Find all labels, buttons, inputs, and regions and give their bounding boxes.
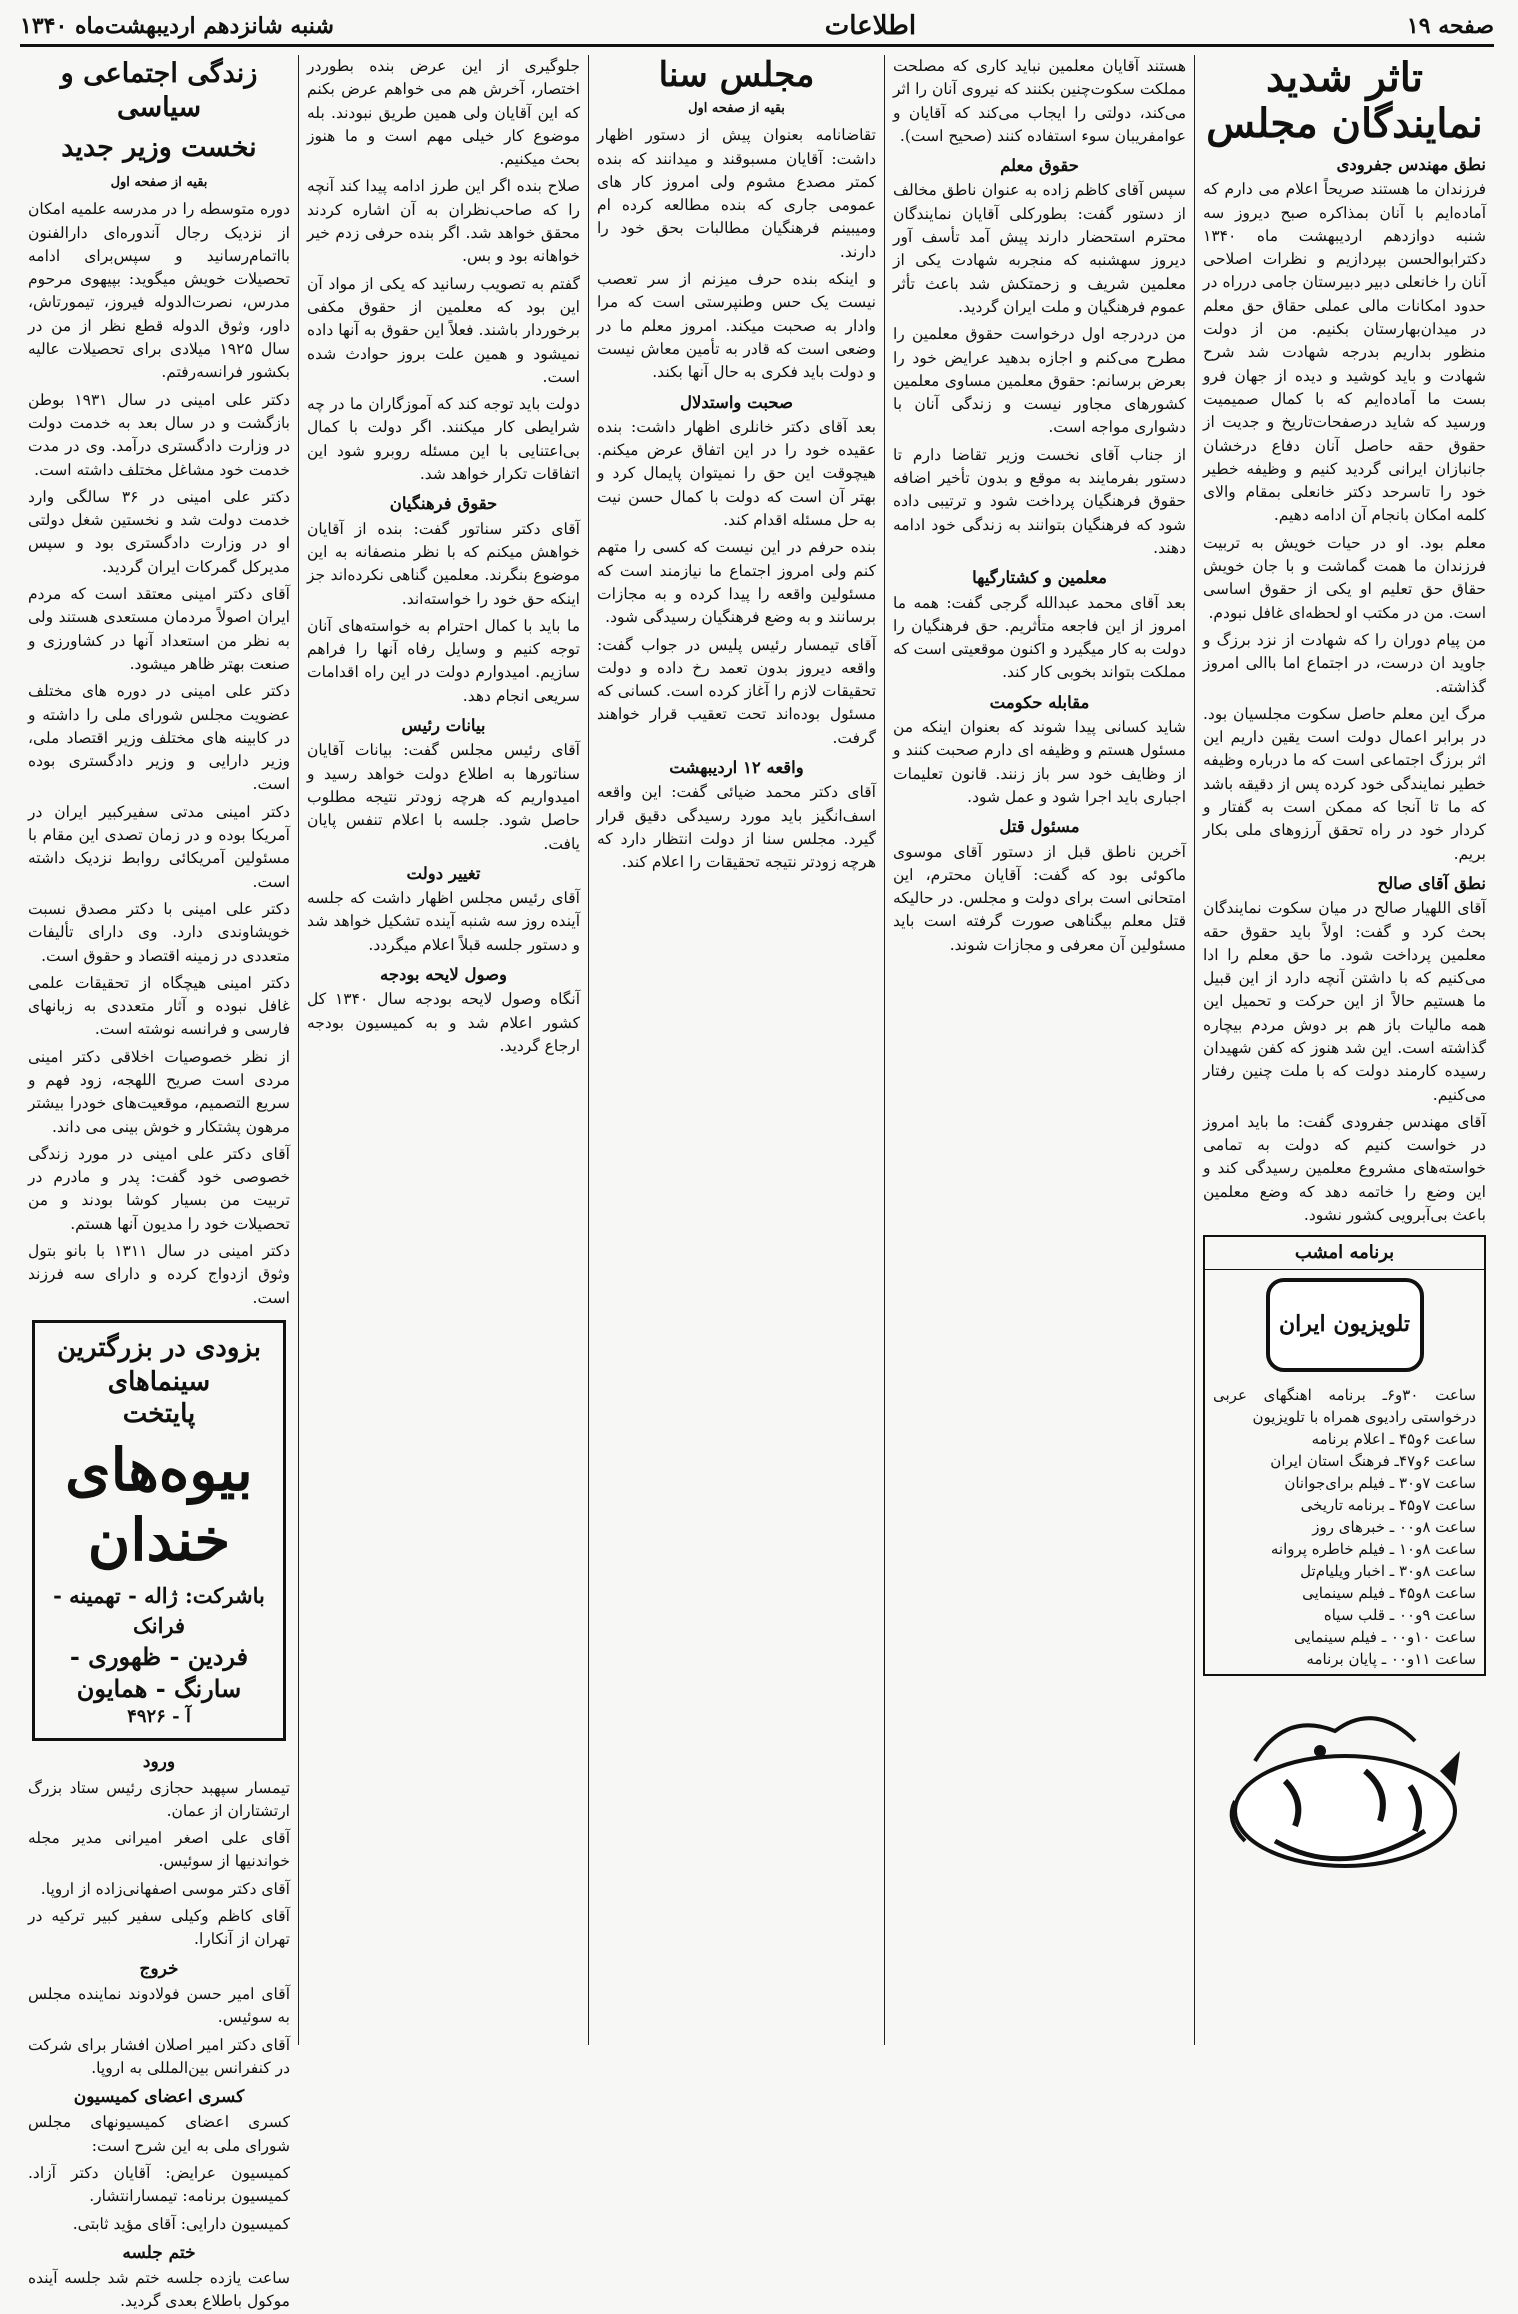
paragraph: آقای دکتر سناتور گفت: بنده از آقایان خواهش میکنم که با نظر منصفانه به این موضوع بنگرند. معلمین گناهی نکرده‌اند جز اینکه حق خود را خواسته‌اند. [307, 519, 580, 608]
cartoon-drawing-icon [1215, 1691, 1475, 1891]
paragraph: من پیام دوران را که شهادت از نزد برزگ و جاوید ان درست، در اجتماع اما باالی امروز گذاشته. [1203, 630, 1486, 696]
tv-item: ساعت ۹و۰۰ ـ قلب سیاه [1323, 1605, 1476, 1624]
ad-cast-line: فردین - ظهوری - سارنگ - همایون [69, 1641, 249, 1703]
masthead [20, 8, 1494, 47]
subhead-end-session: ختم جلسه [122, 2242, 196, 2263]
subhead-masoul-ghatl: مسئول قتل [999, 817, 1080, 837]
continued-note: بقیه از صفحه اول [688, 101, 785, 116]
paragraph: سپس آقای کاظم زاده به عنوان ناطق مخالف از دستور گفت: بطورکلی آقایان نمایندگان محترم استحضار دارند پیش آمد تأسف آور دیروز سهشنبه که منجربه شهادت یکی از معلمین شریف و زحمتکش شد باعث تأثر عموم فرهنگیان و ملت ایران گردید. [893, 181, 1186, 316]
news-brief: کمیسیون عرایض: آقایان دکتر آزاد. کمیسیون برنامه: تیمسارانتشار. [28, 2164, 290, 2206]
news-brief: آقای دکتر موسی اصفهانی‌زاده از اروپا. [40, 1879, 290, 1898]
tv-item: ساعت ۷و۴۵ ـ برنامه تاریخی [1300, 1495, 1476, 1514]
column-biography [20, 55, 298, 2311]
subhead-saleh: نطق آقای صالح [1377, 873, 1486, 893]
paragraph: آقای اللهیار صالح در میان سکوت نمایندگان بحث کرد و گفت: اولاً باید حقوق حقه معلمین پرداخت شود. ما حق معلم را ادا می‌کنیم که با داشتن آنچه دارد از این قبیل ما هستیم حالاً از این حرکت و تحمیل این همه مالیات باز هم بر دوش مردم بیچاره گذاشته است. این شد هنوز که کفن شهیدان رسیده کارمند دولت که با ملت چنین رفتار می‌کنیم. [1203, 899, 1486, 1104]
tv-program-title: برنامه امشب [1205, 1237, 1484, 1269]
issue-date: شنبه شانزدهم اردیبهشت‌ماه ۱۳۴۰ [20, 13, 334, 39]
paragraph: من دردرجه اول درخواست حقوق معلمین را مطرح می‌کنم و اجازه بدهید عرایض خود را بعرض برسانم: حقوق معلمین مساوی معلمین کشورهای مجاور نیست و زندگی آنان با دشواری مواجه است. [893, 325, 1186, 437]
tv-item: ساعت ۶و۴۵ ـ اعلام برنامه [1311, 1429, 1476, 1448]
subhead-sohbat: صحبت واستدلال [679, 392, 793, 412]
subhead-vaghe: واقعه ۱۲ اردیبهشت [669, 758, 804, 778]
headline-zendegi: زندگی اجتماعی و سیاسی [60, 58, 258, 123]
news-brief: ساعت یازده جلسه ختم شد جلسه آینده موکول باطلاع بعدی گردید. [28, 2269, 290, 2311]
headline-senate: مجلس سنا [658, 55, 815, 95]
column-majlis-continued [884, 55, 1194, 2045]
paragraph: آقای تیمسار رئیس پلیس در جواب گفت: واقعه دیروز بدون تعمد رخ داده و دولت تحقیقات لازم را آغاز کرده است. کسانی که مسئول بوده‌اند تحت تعقیب قرار خواهند گرفت. [597, 635, 876, 747]
paragraph: فرزندان ما هستند صریحاً اعلام می دارم که آماده‌ایم با آنان بمذاکره صبح دیروز سه شنبه دوازدهم اردیبهشت ماه ۱۳۴۰ دکترابوالحسن بپردازیم و نظرات اصلاحی آنان را خانعلی دبیر دبیرستان جامی درراه در حدود امکانات مالی عملی حقاق حق معلم در میدان‌بهارستان بکنیم. من از دولت منظور بداریم بدرجه شهادت شد شرح شهادت و باید کوشید و دیده از جهان فرو بست ما آماده‌ایم که با کمال صمیمیت ورسید که شاید درصفحات‌تاریخ و جدیت از حقوق حقه حاصل آنان دفاع درخشان جانبازان ایرانی گردید کنیم و وظیفه خطیر خود را تاسرحد دکتر خانعلی بمقام والای کلمه امکان بانجام آن ادامه دهیم. [1203, 180, 1486, 525]
subhead-farhangian: حقوق فرهنگیان [389, 494, 498, 514]
paragraph: آقای دکتر محمد ضیائی گفت: این واقعه اسف‌انگیز باید مورد رسیدگی دقیق قرار گیرد. مجلس سنا از دولت انتظار دارد که هرچه زودتر نتیجه تحقیقات را اعلام کند. [597, 783, 876, 872]
paragraph: دکتر امینی هیچگاه از تحقیقات علمی غافل نبوده و آثار متعددی به زبانهای فارسی و فرانسه نوشته است. [28, 973, 290, 1039]
paragraph: و اینکه بنده حرف میزنم از سر تعصب نیست یک حس وطنپرستی است که مرا وادار به صحبت میکند. امروز معلم ما در وضعی است که قادر به تأمین معاش نیست و دولت باید فکری به حال آنها بکند. [597, 270, 876, 382]
paragraph: آقای رئیس مجلس اظهار داشت که جلسه آینده روز سه شنبه آینده تشکیل خواهد شد و دستور جلسه قبلاً اعلام میگردد. [307, 889, 580, 954]
paragraph: از نظر خصوصیات اخلاقی دکتر امینی مردی است صریح اللهجه، زود فهم و سریع التصمیم، موقعیت‌های خودرا بیشتر مرهون پشتکار و خوش بینی می داند. [28, 1047, 290, 1136]
paragraph: تقاضانامه بعنوان پیش از دستور اظهار داشت: آقایان مسبوقند و میدانند که بنده کمتر مصدع مشوم ولی امروز کار های عمومی جاری که بنده مطالعه کرده ام ومیبینم فرهنگیان مطالبات بحق خود را دارند. [597, 126, 876, 261]
tv-item: ساعت ۱۱و۰۰ ـ پایان برنامه [1306, 1649, 1476, 1668]
subhead-moghabele: مقابله حکومت [989, 692, 1090, 712]
news-brief: آقای امیر حسن فولادوند نماینده مجلس به سوئیس. [28, 1984, 290, 2027]
ad-film-title: بیوه‌های خندان [65, 1435, 253, 1574]
paragraph: دکتر علی امینی با دکتر مصدق نسبت خویشاوندی دارد. وی دارای تألیفات متعددی در زمینه اقتصاد و حقوق است. [28, 899, 290, 965]
subhead-committee: کسری اعضای کمیسیون [73, 2087, 245, 2108]
column-senate [588, 55, 884, 2045]
news-brief: تیمسار سپهبد حجازی رئیس ستاد بزرگ ارتشتاران از عمان. [28, 1778, 290, 1820]
subhead-budget: وصول لایحه بودجه [380, 964, 507, 984]
paragraph: مرگ این معلم حاصل سکوت مجلسیان بود. در برابر اعمال دولت است یقین داریم این اثر برزگ اجتماعی است که ما درباره وظیفه خطیر نمایندگی خود کرده پس از دقیقه باشد که ما تا آنجا که ممکن است به گفتار و کردار خود در راه تحقق آرزوهای ملی بکار بریم. [1203, 704, 1486, 863]
continued-note: بقیه از صفحه اول [110, 175, 208, 190]
subhead-arrivals: ورود [142, 1752, 176, 1773]
paragraph: دکتر علی امینی در دوره های مختلف عضویت مجلس شورای ملی را داشته و در کابینه های مختلف وزیر اقتصاد ملی، وزیر دارایی و وزیر دادگستری بوده است. [28, 682, 290, 794]
paragraph: آقای دکتر علی امینی در مورد زندگی خصوصی خود گفت: پدر و مادرم در تربیت من بسیار کوشا بودند و من تحصیلات خود را مدیون آنها هستم. [28, 1144, 290, 1233]
tv-logo [1205, 1270, 1484, 1380]
subhead-bayanat-rais: بیانات رئیس [401, 716, 486, 736]
paragraph: بعد آقای محمد عبدالله گرجی گفت: همه ما امروز از این فاجعه متأثریم. حق فرهنگیان را دولت به کار میگیرد و اکنون موقعیتی است که مملکت بتواند بخوبی کار کند. [893, 593, 1186, 682]
ad-line: بزودی در بزرگترین سینماهای [56, 1332, 262, 1397]
paragraph: بنده حرفم در این نیست که کسی را متهم کنم ولی امروز اجتماع ما نیازمند است که مسئولین واقعه را پیدا کرده و به مجازات برسانند و به وضع فرهنگیان رسیدگی شود. [597, 538, 876, 627]
paragraph: جلوگیری از این عرض بنده بطوردر اختصار، آخرش هم می خواهم عرض بکنم که این آقایان ولی همین طریق نبودند. بله موضوع کار خیلی مهم است و ما هنوز بحث میکنیم. [307, 57, 580, 169]
headline-prime-minister: نخست وزیر جدید [61, 132, 257, 163]
page-number: صفحه ۱۹ [1406, 13, 1494, 39]
paragraph: دکتر امینی در سال ۱۳۱۱ با بانو بتول وثوق ازدواج کرده و دارای سه فرزند است. [28, 1242, 290, 1307]
news-brief: کمیسیون دارایی: آقای مؤید ثابتی. [72, 2214, 290, 2233]
subhead-hoqouq-moallem: حقوق معلم [1000, 156, 1079, 176]
news-brief: آقای کاظم وکیلی سفیر کبیر ترکیه در تهران از آنکارا. [28, 1907, 290, 1949]
tv-item: ساعت ۷و۳۰ ـ فیلم برای‌جوانان [1284, 1473, 1476, 1492]
ad-code: آ - ۴۹۲۶ [127, 1705, 191, 1727]
tv-logo-text: تلویزیون ایران [1279, 1311, 1410, 1337]
ad-cast-line: باشرکت: ژاله - تهمینه - فرانک [53, 1582, 265, 1638]
column-senate-continued [298, 55, 588, 2045]
paragraph: بعد آقای دکتر خانلری اظهار داشت: بنده عقیده خود را در این اتفاق عرض میکنم. هیچوقت این حق را نمیتوان پایمال کرد و بهتر آن است که دولت با کمال حسن نیت به حل مسئله اقدام کند. [597, 417, 876, 530]
tv-item: ساعت ۸و۳۰ ـ اخبار ویلیام‌تل [1300, 1561, 1476, 1580]
columns [20, 54, 1494, 2311]
paragraph: آقای رئیس مجلس گفت: بیانات آقایان سناتورها به اطلاع دولت خواهد رسید و امیدواریم که هرچه زودتر نتیجه مطلوب حاصل شود. جلسه با اعلام تنفس پایان یافت. [307, 741, 580, 853]
paragraph: از جناب آقای نخست وزیر تقاضا دارم تا دستور بفرمایند به موقع و بدون تأخیر اضافه حقوق فرهنگیان پرداخت شود و ترتیبی داده شود که فرهنگیان بتوانند به زندگی خود ادامه دهند. [893, 445, 1186, 557]
tv-item: ساعت ۸و۱۰ ـ فیلم خاطره پروانه [1270, 1539, 1476, 1558]
subhead-moallemin: معلمین و کشتارگیها [972, 568, 1107, 588]
news-brief: کسری اعضای کمیسیونهای مجلس شورای ملی به این شرح است: [28, 2113, 290, 2155]
paragraph: شاید کسانی پیدا شوند که بعنوان اینکه من مسئول هستم و وظیفه ای دارم صحبت کنند و از وظایف خود سر باز زنند. قانون تعلیمات اجباری باید اجرا شود و عمل شود. [893, 718, 1186, 806]
paragraph: آقای مهندس جفرودی گفت: ما باید امروز در خواست کنیم که دولت به تمامی خواسته‌های مشروع معلمین رسیدگی کند و این وضع را خاتمه دهد که وضع معلمین باعث بی‌آبرویی کشور نشود. [1203, 1112, 1486, 1225]
cinema-advertisement [32, 1320, 286, 1741]
column-majlis [1194, 55, 1494, 2045]
tv-screen-icon [1266, 1278, 1424, 1372]
paragraph: دکتر علی امینی در سال ۱۹۳۱ بوطن بازگشت و در سال بعد به خدمت دولت در وزارت دادگستری درآمد. وی در مدت خدمت خود مشاغل مختلف داشته است. [28, 390, 291, 479]
paragraph: دکتر علی امینی در ۳۶ سالگی وارد خدمت دولت شد و نخستین شغل دولتی او در وزارت دادگستری بود و سپس مدیرکل گمرکات ایران گردید. [28, 487, 290, 576]
paragraph: دوره متوسطه را در مدرسه علمیه امکان از نزدیک رجال آندوره‌ای دارالفنون بااتمام‌رسانید و سپس‌برای ادامه تحصیلات خویش میگوید: بپیهوی مرحوم مدرس، نصرت‌الدوله فیروز، تیمورتاش، داور، وثوق الدوله قطع نظر از من در سال ۱۹۲۵ میلادی برای تحصیلات عالیه بکشور فرانسه‌رفتم. [28, 200, 290, 382]
paragraph: آقای دکتر امینی معتقد است که مردم ایران اصولاً مردمان مستعدی هستند ولی به نظر من استعداد آنها در کشاورزی و صنعت بهتر ظاهر میشود. [28, 585, 290, 673]
paragraph: آنگاه وصول لایحه بودجه سال ۱۳۴۰ کل کشور اعلام شد و به کمیسیون بودجه ارجاع گردید. [307, 990, 580, 1055]
paragraph: دکتر امینی مدتی سفیرکبیر ایران در آمریکا بوده و در زمان تصدی این مقام با مسئولین آمریکائی روابط نزدیک داشته است. [28, 802, 290, 891]
newspaper-name: اطلاعات [824, 11, 917, 41]
tv-item: ساعت ۸و۰۰ ـ خبرهای روز [1312, 1517, 1476, 1536]
subhead-departures: خروج [139, 1958, 179, 1979]
headline-majlis: تاثر شدید نمایندگان مجلس [1206, 54, 1483, 147]
paragraph: صلاح بنده اگر این طرز ادامه پیدا کند آنچه را که صاحب‌نظران به آن اشاره کردند محقق خواهد شد. اگر بنده حرفی زدم خیر خواهانه بود و بس. [307, 177, 580, 266]
news-brief: آقای علی اصغر امیرانی مدیر مجله خواندنیها از سوئیس. [28, 1829, 290, 1871]
tv-item: ساعت ۱۰و۰۰ ـ فیلم سینمایی [1294, 1627, 1476, 1646]
tv-program-box [1203, 1235, 1486, 1675]
tv-schedule [1205, 1380, 1484, 1674]
ad-line: پایتخت [122, 1398, 196, 1429]
news-brief: آقای دکتر امیر اصلان افشار برای شرکت در کنفرانس بین‌المللی به اروپا. [28, 2035, 290, 2077]
tv-item: ساعت ۳۰و۶ـ برنامه اهنگهای عربی درخواستی رادیوی همراه با تلویزیون [1213, 1385, 1476, 1426]
paragraph: معلم بود. او در حیات خویش به تربیت فرزندان ما همت گماشت و با جان خویش حقاق حق تعلیم او یکی از حقوق اساسی است. من در مکتب او لحظه‌ای غافل نبودم. [1203, 533, 1486, 622]
tv-item: ساعت ۸و۴۵ ـ فیلم سینمایی [1302, 1583, 1476, 1602]
subhead-jafroudi: نطق مهندس جفرودی [1336, 155, 1486, 174]
paragraph: آخرین ناطق قبل از دستور آقای موسوی ماکوئی بود که گفت: آقایان محترم، این امتحانی است برای دولت و مجلس. در حالیکه قتل معلم بیگناهی صورت گرفته است باید مسئولین آن معرفی و مجازات شوند. [893, 842, 1186, 954]
paragraph: هستند آقایان معلمین نباید کاری که مصلحت مملکت سکوت‌چنین بکنند که نیروی آنان را اثر می‌کند، دولتی را ایجاب می‌کند که آقایان و عوامفریبان سوء استفاده کنند (صحیح است). [893, 57, 1186, 145]
subhead-taghir-dolat: تغییر دولت [406, 863, 481, 883]
tv-item: ساعت ۶و۴۷ـ فرهنگ استان ایران [1270, 1451, 1476, 1470]
paragraph: ما باید با کمال احترام به خواسته‌های آنان توجه کنیم و وسایل رفاه آنها را فراهم سازیم. امیدوارم دولت در این راه اقدامات سریعی انجام دهد. [307, 616, 580, 705]
paragraph: گفتم به تصویب رسانید که یکی از مواد آن این بود که معلمین از حقوق مکفی برخوردار باشند. فعلاً این حقوق به آنها داده نمیشود و همین علت بروز حوادث شده است. [307, 274, 580, 386]
paragraph: دولت باید توجه کند که آموزگاران ما در چه شرایطی کار میکنند. اگر دولت با کمال بی‌اعتنایی با این مسئله روبرو شود این اتفاقات تکرار خواهد شد. [307, 395, 580, 484]
cartoon-illustration [1207, 1686, 1482, 1896]
